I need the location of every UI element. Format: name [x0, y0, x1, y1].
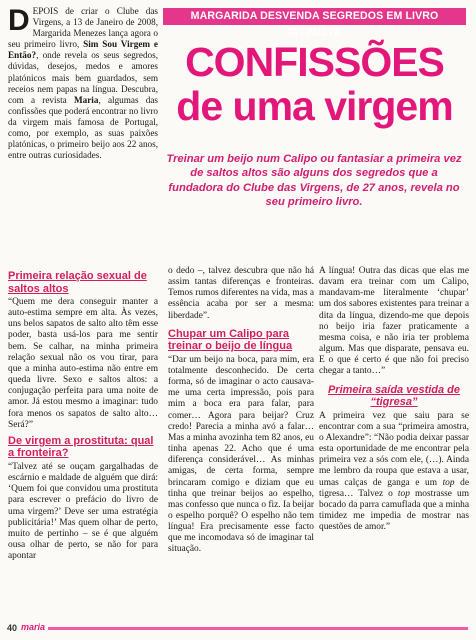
tigresa-text-c: mostrasse um bocado da parra camuflada que a minha timidez me impedia de mostrar nas questões de amor.”	[319, 488, 469, 533]
headline	[163, 40, 466, 128]
column-1	[8, 267, 158, 562]
col2-continuation: o dedo –, talvez descubra que não há assim tantas diferenças e fronteiras. Temos rumos diferentes na vida, mas a essência acaba por ser a mesma: liberdade”.	[168, 266, 314, 321]
tigresa-text-a: A primeira vez que saiu para se encontrar com a sua “primeira amostra, o Alexandre”: “Não podia deixar passar esta oportunidade de me encontrar pela primeira vez a sós com ele, (…). Ainda me lembro da roupa que estava a usar, umas calças de ganga e um	[319, 410, 469, 488]
section-title-prostituta: De virgem a prostituta: qual a fronteira?	[8, 434, 154, 460]
magazine-name: Maria	[73, 94, 99, 105]
standfirst: Treinar um beijo num Calipo ou fantasiar a primeira vez de saltos altos são alguns dos segredos que a fundadora do Clube das Virgens, de 27 anos, revela no seu primeiro livro.	[166, 153, 462, 209]
page-footer	[0, 619, 476, 640]
book-title: Sim Sou Virgem e Então?	[8, 39, 158, 61]
section-title-calipo: Chupar um Calipo para treinar o beijo de língua	[168, 327, 293, 353]
intro-text-pre: EPOIS de criar o Clube das Virgens, a 13 de Janeiro de 2008, Margarida Menezes lança agora o seu primeiro livro,	[8, 6, 158, 50]
col3-continuation: A língua! Outra das dicas que elas me davam era treinar com um Calipo, mandavam-me literalmente ‘chupar’ um dos sabores existentes para treinar a dita da língua, dizendo-me que depois no beijo iria fazer praticamente a mesma coisa, e não iria ter problema algum. Mas que disparate, pensava eu. E o que é certo é que não foi preciso chegar a tanto…”	[319, 266, 469, 377]
column-3	[319, 266, 469, 533]
intro-text-post: , algumas das confissões que poderá encontrar no livro da virgem mais famosa de Portugal, como, por exemplo, as suas paixões platónicas, o primeiro beijo aos 22 anos, entre outras curiosidades.	[8, 94, 158, 161]
section-body-prostituta: “Talvez até se ouçam gargalhadas de escárnio e maldade de alguém que dirá: ‘Quem foi que convidou uma prostituta para escrever o prefácio do livro de uma virgem?’ Deve ser uma estratégia publicitária!’ Mas quem olhar de perto, muito de pertinho – se é que alguém ousa olhar de perto, se não for para apontar	[8, 461, 158, 562]
section-title-saltos: Primeira relação sexual de saltos altos	[8, 270, 147, 295]
tigresa-top-1: top	[442, 477, 455, 488]
intro-paragraph	[8, 6, 158, 161]
section-body-tigresa	[319, 411, 469, 534]
footer-magazine-logo: maria	[21, 622, 46, 632]
column-2	[168, 266, 314, 556]
tigresa-top-2: top	[397, 488, 410, 499]
footer-rule	[48, 627, 468, 630]
drop-cap: D	[8, 4, 30, 37]
headline-line2: de uma virgem	[176, 83, 453, 129]
intro-text-mid: , onde revela os seus segredos, dúvidas, desejos, medos e amores platónicos mais bem guardados, sem receios nem papas na língua. Descubra, com a revista	[8, 50, 158, 105]
section-title-tigresa: Primeira saída vestida de “tigresa”	[327, 383, 461, 409]
headline-line1: CONFISSÕES	[185, 39, 444, 85]
section-body-calipo: “Dar um beijo na boca, para mim, era totalmente desconhecido. De certa forma, só de imaginar o acto causava-me uma certa impressão, pois para mim a boca era para falar, para comer… Agora para beijar? Cruz credo! Parecia a minha avó a falar… Mas a minha avozinha tem 82 anos, eu tinha apenas 22. Acho que é uma diferença considerável… As minhas amigas, de certa forma, sempre brincaram comigo e diziam que eu tinha que treinar beijos ao espelho, mas confesso que nunca o fiz. Ia beijar o espelho porquê? O espelho não tem língua! Era precisamente esse facto que me incomodava só de imaginar tal situação.	[168, 354, 314, 555]
strapline-banner: MARGARIDA DESVENDA SEGREDOS EM LIVRO INTIMISTA	[163, 8, 466, 25]
section-body-saltos: “Quem me dera conseguir manter a auto-estima sempre em alta. Às vezes, uns belos sapatos de salto alto têm esse poder, basta usá-los para me sentir bem. Se calhar, na minha primeira relação sexual não os vou tirar, para que a minha auto-estima não entre em queda livre. Sexo e saltos altos: a conjugação perfeita para uma noite de amor. Já estou mesmo a imaginar: tudo fora menos os sapatos de salto alto… Será?”	[8, 297, 158, 430]
page-number: 40	[7, 623, 18, 633]
tigresa-text-b: de tigresa… Talvez o	[319, 477, 469, 499]
